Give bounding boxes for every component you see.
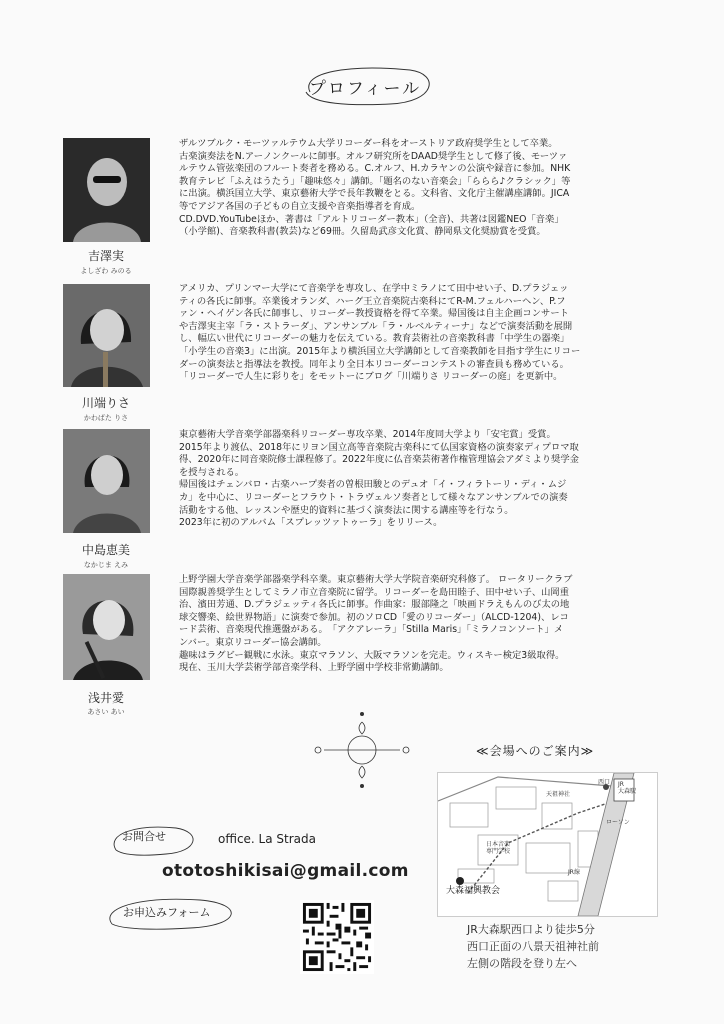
- page-title: プロフィール: [308, 79, 422, 99]
- portrait-photo-yoshizawa: [63, 138, 150, 242]
- access-directions: JR大森駅西口より徒歩5分 西口正面の八景天祖神社前 左側の階段を登り左へ: [467, 923, 599, 970]
- map-lawson-label: ローソン: [606, 819, 630, 826]
- profile-name: 吉澤実: [87, 249, 124, 263]
- profile-bio: 上野学園大学音楽学部器楽学科卒業。東京藝術大学大学院音楽研究科修了。 ロータリークラブ 国際親善奨学生としてミラノ市立音楽院に留学。リコーダーを島田睦子、田中せい子、山岡重 治、濱田芳通、D.プラジェッティ各氏に師事。作曲家：服部隆之「映画ドラえもんのび太の地 球交響楽、絵世界物語」に演奏で参加。初のソロCD「愛のリコーダー」（ALCD-1204)、レコ ード芸術、音楽現代推選盤がある。 「アクアレーラ」「Stilla Maris」「ミラノコンソート」メ ンバー。東京リコーダー協会講師。 趣味はラグビー観戦に水泳。東京マラソン、大阪マラソンを完走。ウィスキー検定3級取得。 現在、玉川大学芸術学部音楽学科、上野学園中学校非常勤講師。: [179, 574, 573, 674]
- venue-map: [437, 772, 658, 917]
- profile-kana: かわばた りさ: [83, 414, 129, 422]
- map-west-exit-label: 西口: [598, 779, 611, 786]
- profile-kana: よしざわ みのる: [80, 267, 132, 275]
- inquiry-label: お問合せ: [122, 830, 166, 843]
- profile-bio: アメリカ、プリンマー大学にて音楽学を専攻し、在学中ミラノにて田中せい子、D.プラジェッ ティの各氏に師事。卒業後オランダ、ハーグ王立音楽院古楽科にてR-M.フェルハーヘン、P.フ ァン・ヘイゲン各氏に師事し、リコーダー教授資格を得て卒業。帰国後は自主企画コンサート や吉澤実主宰「ラ・ストラーダ」、アンサンブル「ラ・ルベルティーナ」などで演奏活動を展開 し、幅広い世代にリコーダーの魅力を伝えている。教育芸術社の音楽教科書「中学生の器楽」 「小学生の音楽3」に出演。2015年より横浜国立大学講師として音楽教師を目指す学生にリコー ダーの演奏法と指導法を教授。同年より全日本リコーダーコンテストの審査員も務めている。 「リコーダーで人生に彩りを」をモットーにブログ「川端りさ リコーダーの庭」を更新中。: [179, 283, 581, 383]
- profile-bio: 東京藝術大学音楽学部器楽科リコーダー専攻卒業、2014年度同大学より「安宅賞」受賞。 2015年より渡仏、2018年にリヨン国立高等音楽院古楽科にて仏国家資格の演奏家ディプロマ取 得、2020年に同音楽院修士課程修了。2022年度に仏音楽芸術著作権管理協会アダミより奨学金 を授与される。 帰国後はチェンバロ・古楽ハープ奏者の曽根田駿とのデュオ「イ・フィラトーリ・ディ・ムジ カ」を中心に、リコーダーとフラウト・トラヴェルソ奏者として様々なアンサンブルでの演奏 活動をする他、レッスンや歴史的資料に基づく演奏法に関する講座等を行なう。 2023年に初のアルバム「スプレッツァトゥーラ」をリリース。: [179, 429, 579, 529]
- map-school-label: 日本音楽 専門学校: [486, 841, 511, 855]
- map-venue-label: 大森福興教会: [446, 886, 501, 896]
- profile-name: 川端りさ: [81, 396, 130, 410]
- access-heading: ≪会場へのご案内≫: [476, 744, 595, 758]
- application-form-label: お申込みフォーム: [123, 906, 211, 919]
- portrait-photo-asai: [63, 574, 150, 680]
- ornament-divider: [312, 710, 412, 790]
- map-shrine-label: 天祖神社: [546, 791, 571, 798]
- qr-code[interactable]: [300, 900, 374, 974]
- profile-name: 中島恵美: [81, 543, 130, 557]
- profile-name: 浅井愛: [87, 691, 124, 705]
- map-tracks-label: JR線: [568, 869, 580, 876]
- office-name: office. La Strada: [218, 832, 316, 846]
- profile-kana: あさい あい: [87, 708, 125, 716]
- map-station-label: JR 大森駅: [618, 781, 637, 795]
- portrait-photo-kawabata: [63, 284, 150, 387]
- profile-bio: ザルツブルク・モーツァルテウム大学リコーダー科をオーストリア政府奨学生として卒業。 古楽演奏法をN.アーノンクールに師事。オルフ研究所をDAAD奨学生として修了後、モーツァ ルテウム管弦楽団のフルート奏者を務める。C.オルフ、H.カラヤンの公演や録音に参加。NHK 教育テレビ「ふえはうたう」「趣味悠々」講師。「題名のない音楽会」「ららら♪クラシック」等 に出演。横浜国立大学、東京藝術大学で長年教鞭をとる。文科省、文化庁主催講座講師。JICA 等でアジア各国の子どもの自立支援や音楽指導者を育成。 CD.DVD.YouTubeほか、著書は「アルトリコーダー教本」（全音)、共著は図鑑NEO「音楽」 （小学館)、音楽教科書(教芸)など69冊。久留島武彦文化賞、静岡県文化奨励賞を受賞。: [179, 138, 571, 238]
- profile-kana: なかじま えみ: [83, 561, 129, 569]
- contact-email-link[interactable]: ototoshikisai@gmail.com: [162, 861, 409, 881]
- portrait-photo-nakajima: [63, 429, 150, 533]
- profile-heading: [290, 62, 440, 108]
